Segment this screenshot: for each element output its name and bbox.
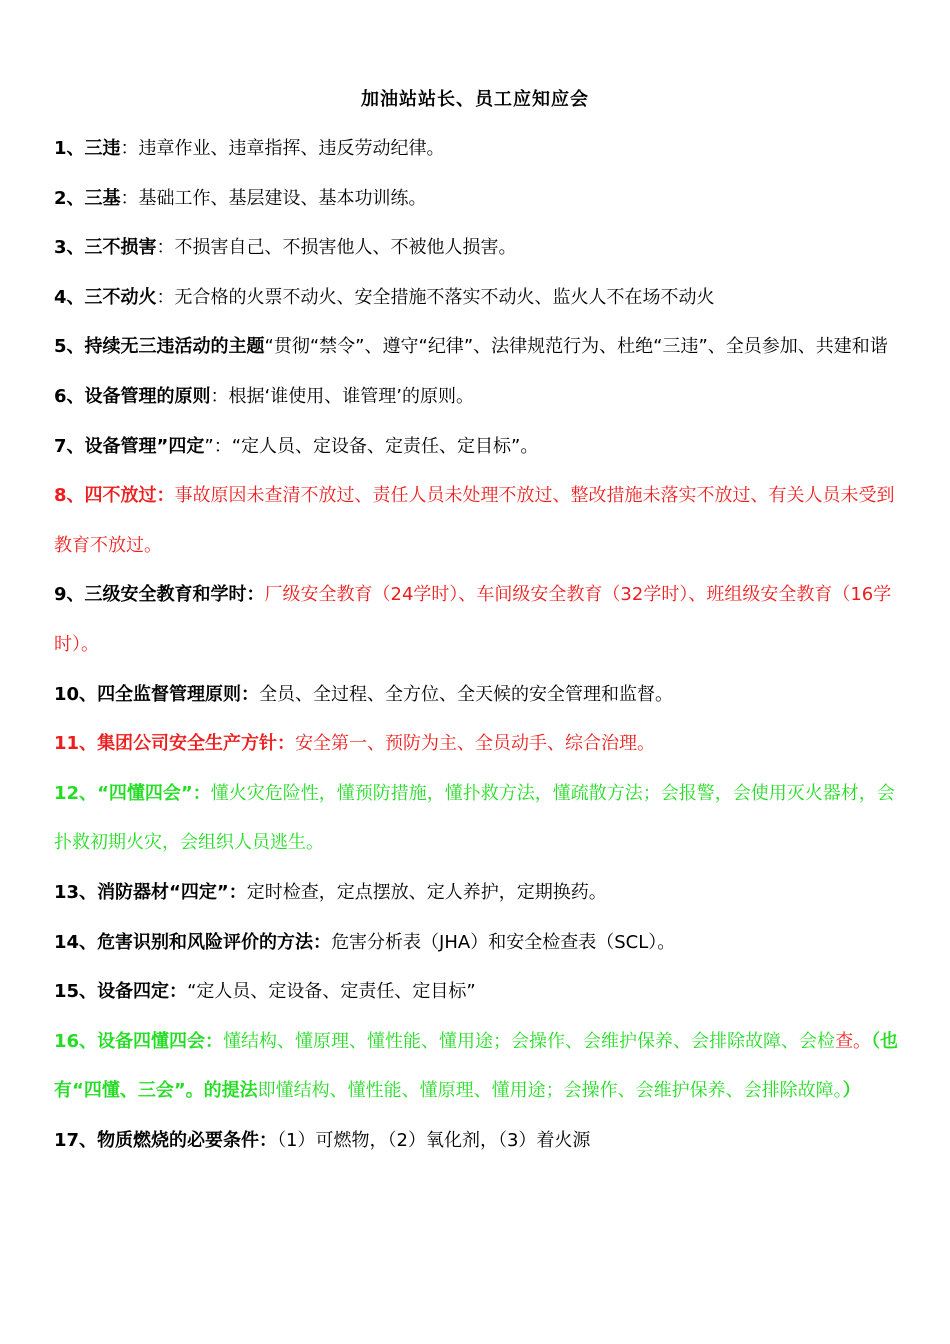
item-term: 物质燃烧的必要条件： — [97, 1129, 278, 1151]
item-number: 15、 — [54, 981, 98, 1003]
list-item-7 — [54, 422, 900, 472]
list-item-13 — [54, 868, 900, 918]
item-number: 8、 — [54, 485, 85, 507]
item-term: 危害识别和风险评价的方法： — [97, 931, 332, 953]
item-number: 5、 — [54, 336, 85, 358]
item-separator: ： — [156, 237, 175, 259]
item-body: “定人员、定设备、定责任、定目标”。 — [231, 435, 539, 457]
item-number: 12、 — [54, 782, 98, 804]
item-term: 三不损害 — [84, 237, 157, 259]
item-term: 四不放过： — [84, 485, 175, 507]
item-term: 持续无三违活动的主题 — [84, 336, 265, 358]
item-body-green: 懂结构、懂原理、懂性能、懂用途；会操作、会维护保养、会排除故障、会检 — [223, 1030, 836, 1052]
list-item-2 — [54, 174, 900, 224]
item-number: 4、 — [54, 286, 85, 308]
item-term: 三基 — [84, 187, 121, 209]
item-number: 2、 — [54, 187, 85, 209]
item-number: 16、 — [54, 1030, 98, 1052]
list-item-12 — [54, 769, 900, 868]
item-term: “四懂四会”： — [97, 782, 211, 804]
item-body: 事故原因未查清不放过、责任人员未处理不放过、整改措施未落实不放过、有关人员未受到教育不放过。 — [54, 485, 895, 556]
item-number: 17、 — [54, 1129, 98, 1151]
item-term: 设备四定： — [97, 981, 188, 1003]
item-term: 三违 — [84, 138, 121, 159]
item-number: 1、 — [54, 138, 85, 159]
item-body: 危害分析表（JHA）和安全检查表（SCL）。 — [331, 931, 676, 953]
item-body: 违章作业、违章指挥、违反劳动纪律。 — [138, 138, 445, 159]
item-number: 3、 — [54, 237, 85, 259]
item-body: 定时检查，定点摆放、定人养护，定期换药。 — [246, 881, 607, 903]
item-extra-body: 即懂结构、懂性能、懂原理、懂用途；会操作、会维护保养、会排除故障。 — [257, 1080, 843, 1102]
item-body: 厂级安全教育（24学时）、车间级安全教育（32学时）、班组级安全教育（16学时）。 — [54, 584, 892, 655]
item-body: 不损害自己、不损害他人、不被他人损害。 — [174, 237, 517, 259]
item-term: 三不动火 — [84, 286, 157, 308]
list-item-15 — [54, 967, 900, 1017]
list-item-17 — [54, 1116, 900, 1166]
item-separator: ： — [156, 286, 175, 308]
item-body: 基础工作、基层建设、基本功训练。 — [138, 187, 427, 209]
item-number: 10、 — [54, 683, 98, 705]
item-body: 无合格的火票不动火、安全措施不落实不动火、监火人不在场不动火 — [174, 286, 715, 308]
item-body: 全员、全过程、全方位、全天候的安全管理和监督。 — [259, 683, 674, 705]
list-item-14 — [54, 918, 900, 968]
list-item-1 — [54, 124, 900, 174]
item-term: 设备管理的原则 — [84, 385, 211, 407]
item-separator: ： — [120, 187, 139, 209]
item-body: （1）可燃物，（2）氧化剂，（3）着火源 — [277, 1129, 591, 1151]
item-body: 懂火灾危险性，懂预防措施，懂扑救方法，懂疏散方法；会报警，会使用灭火器材，会扑救初期火灾，会组织人员逃生。 — [54, 782, 895, 854]
list-item-4 — [54, 273, 900, 323]
list-item-6 — [54, 372, 900, 422]
list-item-11 — [54, 719, 900, 769]
list-item-9 — [54, 570, 900, 669]
list-item-10 — [54, 670, 900, 720]
item-term: 三级安全教育和学时： — [84, 584, 265, 606]
item-body-red: 查。 — [835, 1030, 872, 1052]
item-separator: ”： — [204, 435, 232, 457]
list-item-8 — [54, 471, 900, 570]
item-separator: ： — [120, 138, 139, 159]
item-term: 设备管理”四定 — [84, 435, 205, 457]
item-number: 13、 — [54, 881, 98, 903]
list-item-3 — [54, 223, 900, 273]
knowledge-list — [54, 124, 900, 1165]
item-term: 四全监督管理原则： — [97, 683, 260, 705]
item-body: “定人员、定设备、定责任、定目标” — [187, 981, 476, 1003]
list-item-16 — [54, 1017, 900, 1116]
item-number: 11、 — [54, 733, 98, 755]
item-body: “贯彻“禁令”、遵守“纪律”、法律规范行为、杜绝“三违”、全员参加、共建和谐 — [264, 336, 888, 358]
item-number: 14、 — [54, 931, 98, 953]
list-item-5 — [54, 322, 900, 372]
item-number: 6、 — [54, 385, 85, 407]
item-number: 9、 — [54, 584, 85, 606]
item-body: 安全第一、预防为主、全员动手、综合治理。 — [295, 733, 656, 755]
item-extra-bold: （也有“四懂、三会”。的提法 — [54, 1030, 899, 1102]
item-number: 7、 — [54, 435, 85, 457]
item-separator: ： — [210, 385, 229, 407]
item-term: 消防器材“四定”： — [97, 881, 247, 903]
item-body: 根据‘谁使用、谁管理’的原则。 — [228, 385, 474, 407]
item-term: 集团公司安全生产方针： — [97, 733, 296, 755]
item-extra-close: ） — [842, 1080, 861, 1102]
item-term: 设备四懂四会： — [97, 1030, 224, 1052]
document-title: 加油站站长、员工应知应会 — [361, 89, 589, 110]
